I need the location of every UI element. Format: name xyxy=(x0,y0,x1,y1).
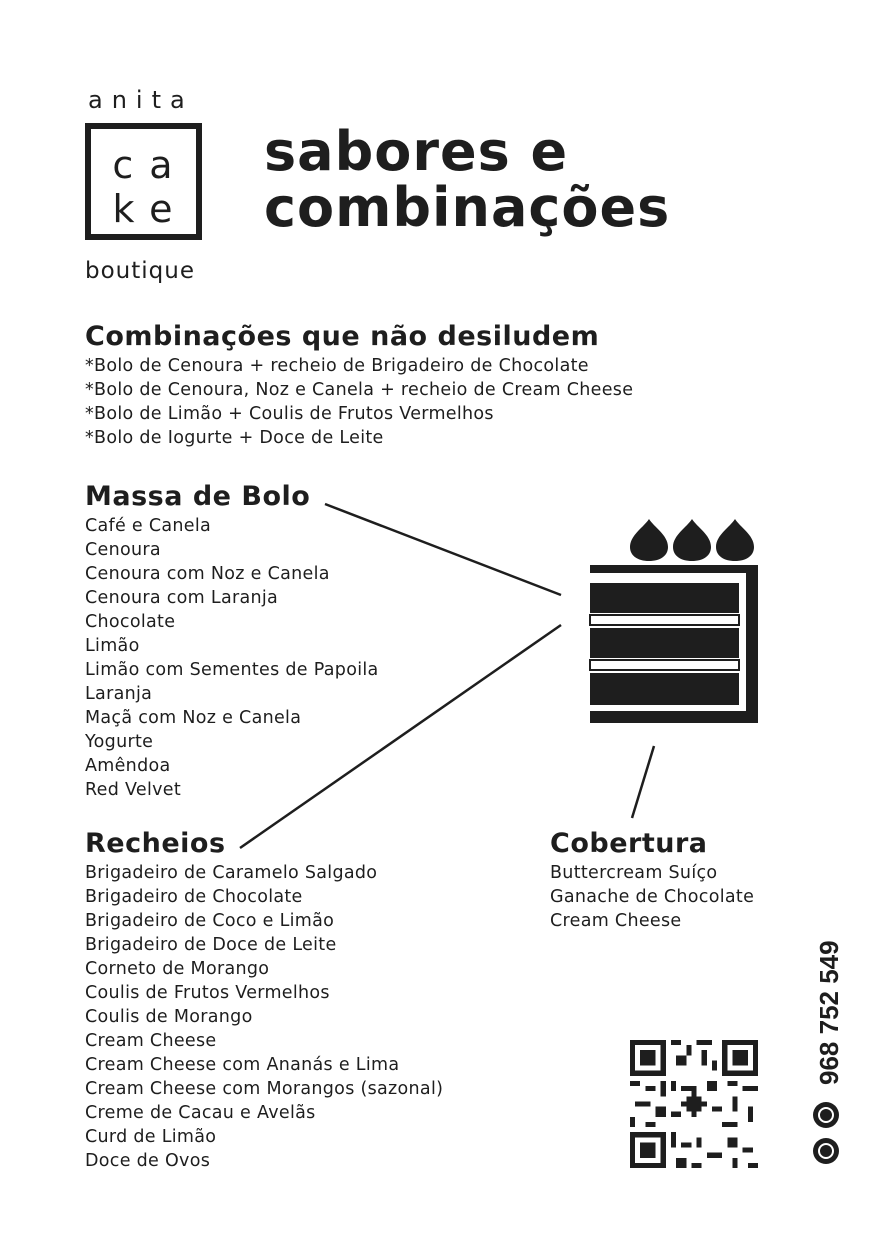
logo-row-2: ke xyxy=(112,187,189,231)
list-item: Red Velvet xyxy=(85,780,182,800)
whatsapp-icon xyxy=(813,1102,839,1164)
list-item: Cenoura com Laranja xyxy=(85,588,279,608)
page-title xyxy=(264,120,671,239)
phone-contact xyxy=(800,940,856,1170)
list-item: Yogurte xyxy=(85,732,154,752)
list-item: *Bolo de Iogurte + Doce de Leite xyxy=(85,428,384,448)
list-item: Cream Cheese com Morangos (sazonal) xyxy=(85,1079,444,1099)
list-item: Ganache de Chocolate xyxy=(550,887,755,907)
qr-code[interactable] xyxy=(630,1040,758,1168)
list-item: Cream Cheese xyxy=(550,911,682,931)
list-item: *Bolo de Limão + Coulis de Frutos Vermelhos xyxy=(85,404,494,424)
list-item: Brigadeiro de Chocolate xyxy=(85,887,303,907)
massa-list xyxy=(85,514,379,802)
list-item: Chocolate xyxy=(85,612,176,632)
logo-box xyxy=(85,123,202,240)
list-item: Cream Cheese xyxy=(85,1031,217,1051)
title-line-2: combinações xyxy=(264,176,671,239)
list-item: Curd de Limão xyxy=(85,1127,217,1147)
list-item: *Bolo de Cenoura, Noz e Canela + recheio de Cream Cheese xyxy=(85,380,634,400)
cake-icon xyxy=(588,515,760,727)
recheios-list xyxy=(85,861,443,1173)
list-item: Cream Cheese com Ananás e Lima xyxy=(85,1055,400,1075)
list-item: Café e Canela xyxy=(85,516,212,536)
list-item: Coulis de Morango xyxy=(85,1007,253,1027)
connector-cobertura xyxy=(632,746,654,818)
list-item: Amêndoa xyxy=(85,756,171,776)
list-item: Doce de Ovos xyxy=(85,1151,211,1171)
list-item: *Bolo de Cenoura + recheio de Brigadeiro de Chocolate xyxy=(85,356,589,376)
recheios-heading: Recheios xyxy=(85,828,226,859)
list-item: Brigadeiro de Doce de Leite xyxy=(85,935,337,955)
logo-row-1: ca xyxy=(112,143,189,187)
list-item: Limão xyxy=(85,636,140,656)
list-item: Limão com Sementes de Papoila xyxy=(85,660,379,680)
list-item: Creme de Cacau e Avelãs xyxy=(85,1103,316,1123)
list-item: Cenoura xyxy=(85,540,161,560)
combinacoes-heading: Combinações que não desiludem xyxy=(85,321,600,352)
list-item: Brigadeiro de Caramelo Salgado xyxy=(85,863,378,883)
list-item: Maçã com Noz e Canela xyxy=(85,708,302,728)
list-item: Laranja xyxy=(85,684,153,704)
massa-heading: Massa de Bolo xyxy=(85,481,311,512)
combinacoes-list xyxy=(85,354,633,450)
cobertura-list xyxy=(550,861,754,933)
logo-bottom-text: boutique xyxy=(85,258,195,284)
logo-top-text: anita xyxy=(88,86,194,114)
list-item: Buttercream Suíço xyxy=(550,863,718,883)
list-item: Coulis de Frutos Vermelhos xyxy=(85,983,330,1003)
list-item: Brigadeiro de Coco e Limão xyxy=(85,911,335,931)
title-line-1: sabores e xyxy=(264,120,569,183)
list-item: Corneto de Morango xyxy=(85,959,270,979)
phone-number: 968 752 549 xyxy=(814,940,844,1085)
list-item: Cenoura com Noz e Canela xyxy=(85,564,330,584)
cobertura-heading: Cobertura xyxy=(550,828,708,859)
